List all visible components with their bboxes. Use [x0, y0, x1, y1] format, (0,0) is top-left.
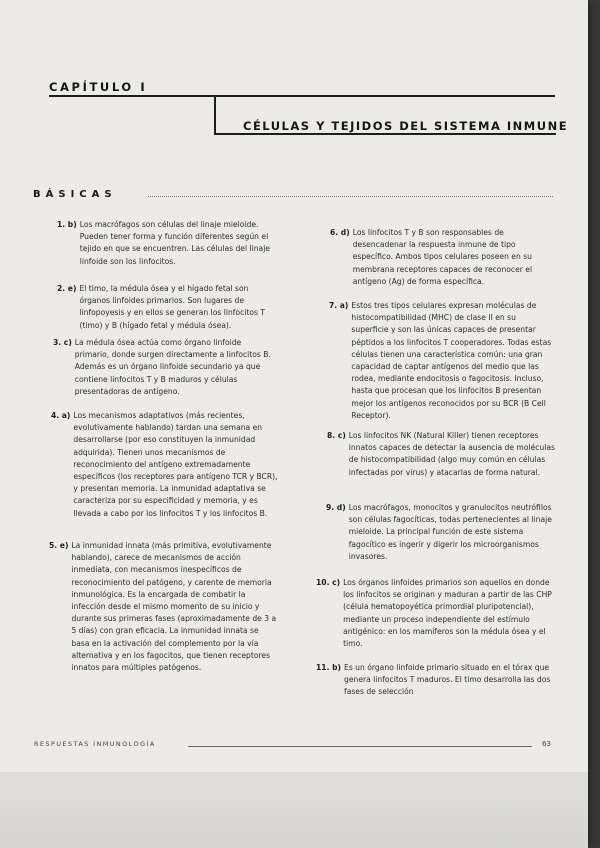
answer-item-9	[326, 502, 555, 563]
answer-item-1	[57, 219, 278, 268]
answer-number: 3. c)	[53, 338, 72, 347]
answer-text: Los linfocitos NK (Natural Killer) tienen receptores innatos capaces de detectar la ausencia de moléculas de histocompatibilidad (algo muy común en células infectadas por virus) y atacarlas de forma natural.	[348, 431, 555, 477]
answer-text: El timo, la médula ósea y el hígado fetal son órganos linfoides primarios. Son lugares de linfopoyesis y en ellos se generan los linfocitos T (timo) y B (hígado fetal y médula ósea).	[79, 284, 265, 330]
answer-number: 4. a)	[51, 411, 71, 420]
answer-number: 5. e)	[49, 541, 69, 550]
section-divider	[148, 196, 553, 197]
answer-item-6	[330, 227, 555, 288]
answer-number: 8. c)	[327, 431, 346, 440]
section-title: BÁSICAS	[33, 189, 117, 200]
answer-item-5	[49, 540, 278, 674]
answer-item-4	[51, 410, 278, 520]
chapter-title: CÉLULAS Y TEJIDOS DEL SISTEMA INMUNE	[243, 119, 569, 133]
answer-text: Es un órgano linfoide primario situado en el tórax que genera linfocitos T maduros. El timo desarrolla las dos fases de selección	[344, 663, 551, 697]
answer-number: 10. c)	[316, 578, 341, 587]
answer-item-11	[316, 662, 555, 699]
answer-item-8	[327, 430, 555, 479]
footer-rule	[188, 746, 532, 747]
answer-number: 6. d)	[330, 228, 350, 237]
answer-text: Los linfocitos T y B son responsables de desencadenar la respuesta inmune de tipo específico. Ambos tipos celulares poseen en su membrana receptores capaces de reconocer el antígeno (Ag) de forma específica.	[352, 228, 533, 286]
title-rule	[214, 133, 556, 135]
answer-number: 11. b)	[316, 663, 342, 672]
answer-number: 1. b)	[57, 220, 77, 229]
answer-text: La médula ósea actúa como órgano linfoide primario, donde surgen directamente a linfocitos B. Además es un órgano linfoide secundario ya que contiene linfocitos T y B maduros y células presentadoras de antígeno.	[74, 338, 271, 396]
answer-text: Los órganos linfoides primarios son aquellos en donde los linfocitos se originan y maduran a partir de las CHP (célula hematopoyética primordial pluripotencial), mediante un proceso independiente del estímulo antigénico: en los mamíferos son la médula ósea y el timo.	[343, 578, 552, 649]
answer-item-2	[57, 283, 278, 332]
page-number: 63	[542, 740, 551, 748]
answer-item-7	[329, 300, 555, 422]
header-rule-vertical	[214, 96, 216, 134]
answer-number: 2. e)	[57, 284, 77, 293]
answer-item-10	[316, 577, 555, 650]
answer-number: 7. a)	[329, 301, 349, 310]
header-rule	[49, 95, 555, 97]
answer-text: Los macrófagos son células del linaje mieloide. Pueden tener forma y función diferentes según el tejido en que se encuentren. Las células del linaje linfoide son los linfocitos.	[79, 220, 270, 266]
footer-label: RESPUESTAS INMUNOLOGÍA	[34, 740, 156, 748]
answer-text: Los mecanismos adaptativos (más recientes, evolutivamente hablando) tardan una semana en desarrollarse (por eso constituyen la inmunidad adquirida). Tienen unos mecanismos de reconocimiento del antígeno extremadamente específicos (los receptores para antígeno TCR y BCR), y presentan memoria. La inmunidad adaptativa se caracteriza por su especificidad y memoria, y es llevada a cabo por los linfocitos T y los linfocitos B.	[73, 411, 278, 518]
answer-text: Los macrófagos, monocitos y granulocitos neutrófilos son células fagocíticas, todas pertenecientes al linaje mieloide. La principal función de este sistema fagocítico es ingerir y digerir los microorganismos invasores.	[348, 503, 552, 561]
answer-text: La inmunidad innata (más primitiva, evolutivamente hablando), carece de mecanismos de acción inmediata, con mecanismos inespecíficos de reconocimiento del patógeno, y carente de memoria inmunológica. Es la encargada de combatir la infección desde el mismo momento de su inicio y durante sus primeras fases (aproximadamente de 3 a 5 días) con gran eficacia. La inmunidad innata se basa en la activación del complemento por la vía alternativa y en los fagocitos, que tienen receptores innatos para múltiples patógenos.	[71, 541, 277, 673]
chapter-heading: CAPÍTULO I	[49, 80, 148, 94]
answer-text: Estos tres tipos celulares expresan moléculas de histocompatibilidad (MHC) de clase II en su superficie y son las únicas capaces de presentar péptidos a los linfocitos T cooperadores. Todas estas células tienen una característica común: una gran capacidad de captar antígenos del medio que las rodea, mediante endocitosis o fagocitosis. Incluso, hasta que procesan que los linfocitos B presentan mejor los antígenos reconocidos por su BCR (B Cell Receptor).	[351, 301, 552, 420]
answer-item-3	[53, 337, 278, 398]
answer-number: 9. d)	[326, 503, 346, 512]
